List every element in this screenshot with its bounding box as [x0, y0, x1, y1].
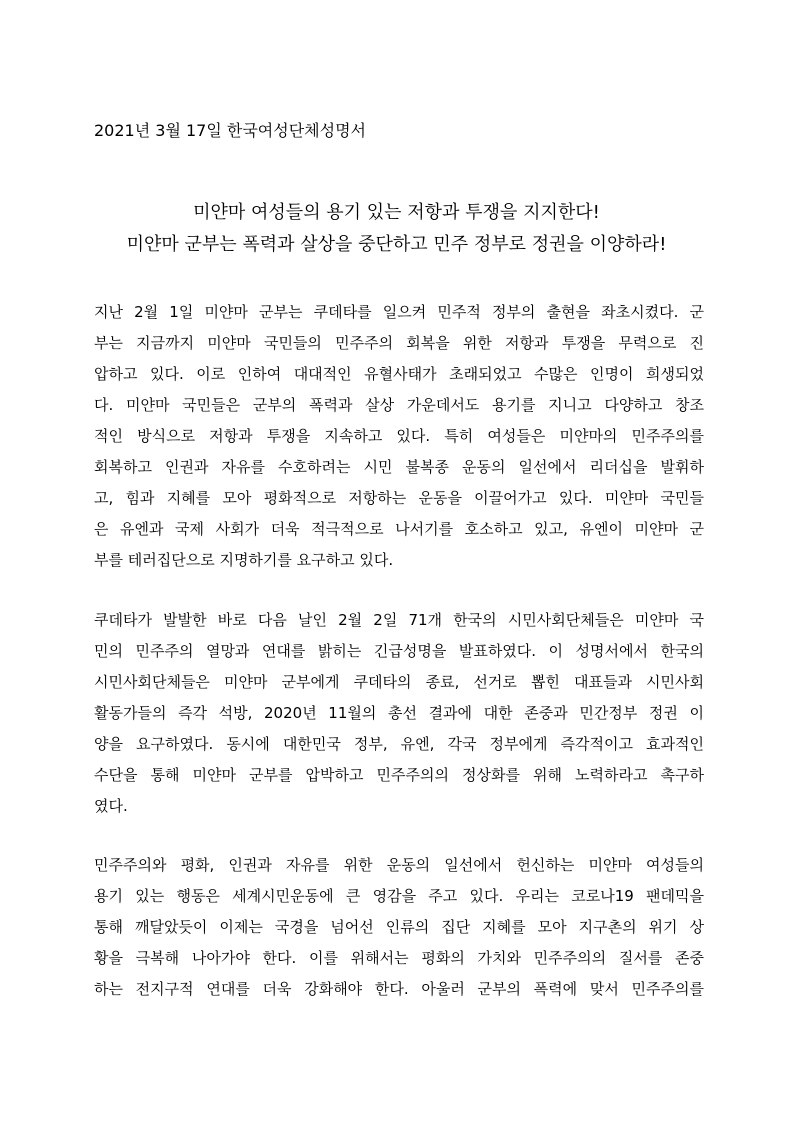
paragraph-line: 압하고 있다. 이로 인하여 대대적인 유혈사태가 초래되었고 수많은 인명이 희생되었 — [94, 365, 704, 383]
paragraph-line: 양을 요구하였다. 동시에 대한민국 정부, 유엔, 각국 정부에게 즉각적이고 효과적인 — [94, 735, 704, 753]
paragraph-line: 황을 극복해 나아가야 한다. 이를 위해서는 평화의 가치와 민주주의의 질서를 존중 — [94, 949, 704, 967]
paragraph-line: 시민사회단체들은 미얀마 군부에게 쿠데타의 종료, 선거로 뽑힌 대표들과 시민사회 — [94, 673, 704, 691]
headline-demand: 미얀마 군부는 폭력과 살상을 중단하고 민주 정부로 정권을 이양하라! — [126, 234, 667, 255]
paragraph-korean-civil-society — [94, 605, 704, 822]
paragraph-line: 용기 있는 행동은 세계시민운동에 큰 영감을 주고 있다. 우리는 코로나19 팬데믹을 — [94, 887, 704, 905]
headline-support: 미얀마 여성들의 용기 있는 저항과 투쟁을 지지한다! — [193, 202, 600, 223]
paragraph-line: 였다. — [94, 797, 128, 815]
paragraph-line: 하는 전지구적 연대를 더욱 강화해야 한다. 아울러 군부의 폭력에 맞서 민주주의를 — [94, 980, 704, 998]
paragraph-line: 회복하고 인권과 자유를 수호하려는 시민 불복종 운동의 일선에서 리더십을 발휘하 — [94, 458, 704, 476]
paragraph-global-solidarity — [94, 850, 704, 1005]
paragraph-line: 쿠데타가 발발한 바로 다음 날인 2월 2일 71개 한국의 시민사회단체들은 미얀마 국 — [94, 611, 704, 629]
paragraph-line: 수단을 통해 미얀마 군부를 압박하고 민주주의의 정상화를 위해 노력하라고 촉구하 — [94, 766, 704, 784]
paragraph-line: 다. 미얀마 국민들은 군부의 폭력과 살상 가운데서도 용기를 지니고 다양하고 창조 — [94, 396, 704, 414]
paragraph-coup-resistance — [94, 297, 704, 576]
paragraph-line: 부를 테러집단으로 지명하기를 요구하고 있다. — [94, 551, 394, 569]
paragraph-line: 활동가들의 즉각 석방, 2020년 11월의 총선 결과에 대한 존중과 민간정부 정권 이 — [94, 704, 704, 722]
paragraph-line: 민주주의와 평화, 인권과 자유를 위한 운동의 일선에서 헌신하는 미얀마 여성들의 — [94, 856, 704, 874]
paragraph-line: 부는 지금까지 미얀마 국민들의 민주주의 회복을 위한 저항과 투쟁을 무력으로 진 — [94, 334, 704, 352]
paragraph-line: 지난 2월 1일 미얀마 군부는 쿠데타를 일으켜 민주적 정부의 출현을 좌초시켰다. 군 — [94, 303, 704, 321]
paragraph-line: 통해 깨달았듯이 이제는 국경을 넘어선 인류의 집단 지혜를 모아 지구촌의 위기 상 — [94, 918, 704, 936]
statement-dateline: 2021년 3월 17일 한국여성단체성명서 — [94, 121, 366, 140]
paragraph-line: 민의 민주주의 열망과 연대를 밝히는 긴급성명을 발표하였다. 이 성명서에서 한국의 — [94, 642, 704, 660]
paragraph-line: 고, 힘과 지혜를 모아 평화적으로 저항하는 운동을 이끌어가고 있다. 미얀마 국민들 — [94, 489, 704, 507]
paragraph-line: 적인 방식으로 저항과 투쟁을 지속하고 있다. 특히 여성들은 미얀마의 민주주의를 — [94, 427, 704, 445]
paragraph-line: 은 유엔과 국제 사회가 더욱 적극적으로 나서기를 호소하고 있고, 유엔이 미얀마 군 — [94, 520, 704, 538]
